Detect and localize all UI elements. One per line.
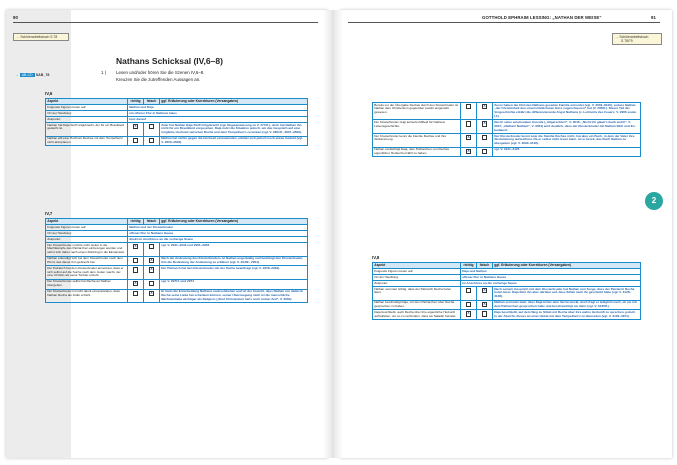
answer-cell: Nathan hat nichts gegen die Hochzeit einzuwenden, erbittet sich jedoch noch etwas Geduld (vgl. V. 2809–2820). [160,136,308,146]
richtig-checkbox[interactable]: X [134,244,137,249]
richtig-checkbox[interactable]: X [134,280,137,285]
answer-cell: im Anschluss an die vorherige Szene [461,280,641,286]
table-row [373,286,641,300]
answer-cell: kurz darauf [128,116,308,122]
left-header-rule [13,22,318,23]
column-header: falsch [144,99,160,105]
section-title: Nathans Schicksal (IV,6–8) [116,56,223,66]
richtig-checkbox[interactable]: X [467,311,470,316]
aspect-cell: Zeitpunkt: [46,116,128,122]
answer-cell: Nathan vermutet zwar, dass Daja hinter dem Verrat steckt, doch fragt er lediglich nach, ob sie mit dem Patriarchen gesprochen habe und beschwichtigt sie dann (vgl. V. 3136ff.). [493,300,641,310]
table-row [46,122,308,136]
column-header: Aspekt [46,219,128,225]
right-page-number: 91 [651,15,656,20]
aspect-cell: Nathan verdächtigt Daja, dem Patriarchen von Rechas eigentlicher Herkunft erzählt zu haben. [373,147,461,157]
richtig-checkbox[interactable] [466,302,471,307]
richtig-checkbox[interactable] [133,258,138,263]
falsch-checkbox[interactable] [149,244,154,249]
table-iv7 [45,218,308,303]
falsch-checkbox[interactable]: X [483,301,486,306]
answer-cell: Der Klosterbruder kennt zwar die Familie Rechas nicht, hat aber ein Buch, in dem der Vater ihre Abstammung aufzeichnet. Da er selbst nicht lesen kann, ist er bereit, das Buch Nathan zu übergeben (vgl. V. 3090–3118). [493,133,641,147]
table-label-iv8: IV,8 [372,255,380,260]
table-row [373,310,641,320]
column-header: ggf. Erläuterung oder Korrekturen (Versangaben) [160,99,308,105]
column-header: Aspekt [46,99,128,105]
arrow-right-icon: → [15,73,19,77]
column-header: ggf. Erläuterung oder Korrekturen (Versangaben) [493,263,641,269]
richtig-checkbox[interactable] [466,288,471,293]
falsch-checkbox[interactable]: X [150,290,153,295]
aspect-cell: Nathan vermutet richtig, dass der Patriarch Recha holen lässt. [373,286,461,300]
falsch-checkbox[interactable] [482,311,487,316]
running-title: GOTTHOLD EPHRAIM LESSING: „NATHAN DER WEISE“ [482,15,602,20]
answer-cell: Durch seine emotionalen Ausrufe („Allgerechter!“, V. 3046; „Nicht Ich glaub's Euch wohl!“, V. 3047; „Nathan! Nathan!“, V. 3064) wird deutlich, dass der Klosterbruder mit Nathan fühlt und ihn bedauert. [493,120,641,134]
dvd-code: SAB_78 [35,73,50,77]
aspect-cell: Der Klosterbruder ist nicht damit einverstanden, dass Nathan Recha als Jüdin erzieht. [46,289,128,303]
column-header: falsch [144,219,160,225]
aspect-cell: Der Klosterbruder möchte nicht weiter in die Machtkämpfe des Patriarchen einbezogen werden und sehnt sich daher nach einem Rückzug in die Einsamkeit. [46,242,128,256]
falsch-checkbox[interactable] [149,281,154,286]
column-header: ggf. Erläuterung oder Korrekturen (Versangaben) [160,219,308,225]
table-label-iv7: IV,7 [45,211,53,216]
answer-cell: Nach der Andeutung des Klosterbruders ist Nathan ungeduldig und bedrängt den Klosterbruder, ihm die Bedeutung der Andeutung zu erklären (vgl. V. 2940f., 2954). [160,256,308,266]
richtig-checkbox[interactable]: X [467,148,470,153]
falsch-checkbox[interactable]: X [483,121,486,126]
falsch-checkbox[interactable] [482,135,487,140]
answer-cell: ein offener Flur in Nathans Haus [128,110,308,116]
table-row [373,300,641,310]
task-number: 1 | [101,70,106,75]
answer-cell: direkt im Anschluss an die vorherige Szene [128,236,308,242]
table-row [46,266,308,280]
left-page-number: 90 [13,15,18,20]
answer-cell: Nathan und Daja [128,104,308,110]
answer-cell: vgl. V. 3121–3125 [493,147,641,157]
answer-cell: Nach seinem Gespräch mit dem Klosterbruder hat Nathan nun Sorge, dass der Patriarch Recha holen lässt. Daja klärt ihn aber darüber auf, dass Sittah nach ihr geschickt habe (vgl. V. 3128–3138). [493,286,641,300]
answer-cell: Zwar hat Nathan Daja Stoff mitgebracht (vgl. Regieanweisung zu V. 2774f.), doch hat Nathan ihn nicht für ein Brautkleid vorgesehen. Daja nutzt die Situation jedoch, um das Gespräch auf eine mögliche Hochzeit zwischen Recha und dem Tempelherrn zu lenken (vgl. V. 2801ff., 2807–2809). [160,122,308,136]
arrow-right-icon: → [16,35,20,39]
falsch-checkbox[interactable] [149,124,154,129]
aspect-cell: Nathan erkundigt sich bei dem Klosterbruder nach dem Pferd, das dieser ihm gebracht hat. [46,256,128,266]
aspect-cell: Ort der Handlung: [46,110,128,116]
aspect-cell: Der Klosterbruder kennt die Familie Rechas und ihre Abstammung. [373,133,461,147]
richtig-checkbox[interactable]: X [467,135,470,140]
aspect-cell: Nathan will eine Hochzeit Rechas mit dem Tempelherrn nicht akzeptieren. [46,136,128,146]
aspect-cell: Ort der Handlung: [46,230,128,236]
answer-cell: offener Flur in Nathans Hause [128,230,308,236]
table-iv6 [45,98,308,146]
richtig-checkbox[interactable]: X [134,124,137,129]
arrow-right-icon: → [615,35,619,39]
column-header: Aspekt [373,263,461,269]
answer-cell: Daja beschließt, auf dem Weg zu Sittah mit Recha über ihre wahre Herkunft zu sprechen, jedoch in der Absicht, dieses an einer Heirat mit dem Tempelherrn zu überreden (vgl. V. 3139–3151). [493,310,641,320]
richtig-checkbox[interactable] [133,291,138,296]
answer-cell: Daja und Nathan [461,268,641,274]
table-row [46,256,308,266]
dvd-label: AB-CD [21,73,33,77]
answer-cell: Nathan und der Klosterbruder [128,224,308,230]
falsch-checkbox[interactable]: X [483,104,486,109]
column-header: richtig [128,219,144,225]
column-header: richtig [461,263,477,269]
aspect-cell: Zeitpunkt: [46,236,128,242]
chapter-tab[interactable]: 2 [645,192,663,210]
answer-cell: Zuvor haben die Christen Nathans gesamte Familie ermordet (vgl. V. 3039–3046), sodass Nathan „der Christenheit den unversöhnlichsten Hass zugeschworen“ hat (V. 3050f.). Dieser Teil der Vorgeschichte erklärt die differenzierende Angst Nathans (z. Leitmotiv des Feuers; V. 2966 sowie I,1). [493,103,641,120]
table-label-iv6: IV,6 [45,91,53,96]
book-gutter [323,10,343,458]
answer-cell: Er kann die Entscheidung Nathans nachvollziehen und ist der Ansicht, dass Nathan nur dadurch Recha seine Liebe hat schenken können, seiner Überzeugung nach ist die menschliche Nächstenliebe wichtiger als Religion („Sind Christentum hat's noch immer Zeit“, V. 3061). [160,289,308,303]
aspect-cell: Nathan hat Daja Stoff mitgebracht, der für ein Brautkleid gedacht ist. [46,122,128,136]
aspect-cell: Folgende Figuren treten auf: [46,104,128,110]
aspect-cell: Ort der Handlung: [373,274,461,280]
richtig-checkbox[interactable] [133,138,138,143]
workbook-reference-box-left [13,33,69,41]
aspect-cell: Bereits vor der Übergabe Rechas durch den Klosterbruder ist Nathan dem Christentum gegenüber positiv eingestellt gewesen. [373,103,461,120]
aspect-cell: Der Patriarch hat dem Klosterbruder anvertraut, dass er sich selbst auf die Suche nach dem Juden macht, der eine Christin als seine Tochter erzieht. [46,266,128,280]
aspect-cell: Folgende Figuren treten auf: [373,268,461,274]
richtig-checkbox[interactable] [466,121,471,126]
column-header: falsch [477,263,493,269]
answer-cell: vgl. V. 2971f. und 2974 [160,279,308,289]
table-row [46,279,308,289]
dvd-reference [15,73,49,77]
workbook-reference-label: Schülerarbeitsbuch [619,35,649,39]
table-iv7-continued [372,102,641,157]
aspect-cell: Folgende Figuren treten auf: [46,224,128,230]
table-row [373,147,641,157]
aspect-cell: Daja beschließt, auch Recha über ihre eigentliche Herkunft aufzuklären, um so zu verhindern, dass sie Saladin heiratet. [373,310,461,320]
table-iv8 [372,262,641,320]
falsch-checkbox[interactable]: X [483,288,486,293]
right-page [340,10,672,458]
answer-cell: vgl. V. 2941–2943 und 2951–2953 [160,242,308,256]
table-row [373,120,641,134]
falsch-checkbox[interactable]: X [150,267,153,272]
workbook-reference-label: Schülerarbeitsbuch S.78 [20,35,58,39]
aspect-cell: Nathan beschuldigt Daja, mit dem Patriarchen über Recha gesprochen zu haben. [373,300,461,310]
falsch-checkbox[interactable]: X [150,257,153,262]
table-row [46,289,308,303]
table-row [373,103,641,120]
table-row [46,242,308,256]
aspect-cell: Der Klosterbruder selbst hat Recha an Nathan übergeben. [46,279,128,289]
richtig-checkbox[interactable] [133,267,138,272]
richtig-checkbox[interactable] [466,104,471,109]
table-row [373,133,641,147]
aspect-cell: Zeitpunkt: [373,280,461,286]
answer-cell: Der Patriarch hat den Klosterbruder mit der Suche beauftragt (vgl. V. 2958–2962). [160,266,308,280]
right-header-rule [348,22,660,23]
column-header: richtig [128,99,144,105]
aspect-cell: Der Klosterbruder zeigt keinerlei Mitleid für Nathans Lebensgeschichte. [373,120,461,134]
workbook-reference-pages: S.78/79 [621,39,633,44]
task-instruction-line-1: Lesen und/oder hören Sie die Szenen IV,6–8. [116,70,205,75]
answer-cell: offener Flur in Nathans Hause [461,274,641,280]
falsch-checkbox[interactable] [482,149,487,154]
task-instruction-line-2: Kreuzen Sie die zutreffenden Aussagen an. [116,77,201,82]
falsch-checkbox[interactable] [149,138,154,143]
workbook-reference-box-right [612,33,662,45]
table-row [46,136,308,146]
